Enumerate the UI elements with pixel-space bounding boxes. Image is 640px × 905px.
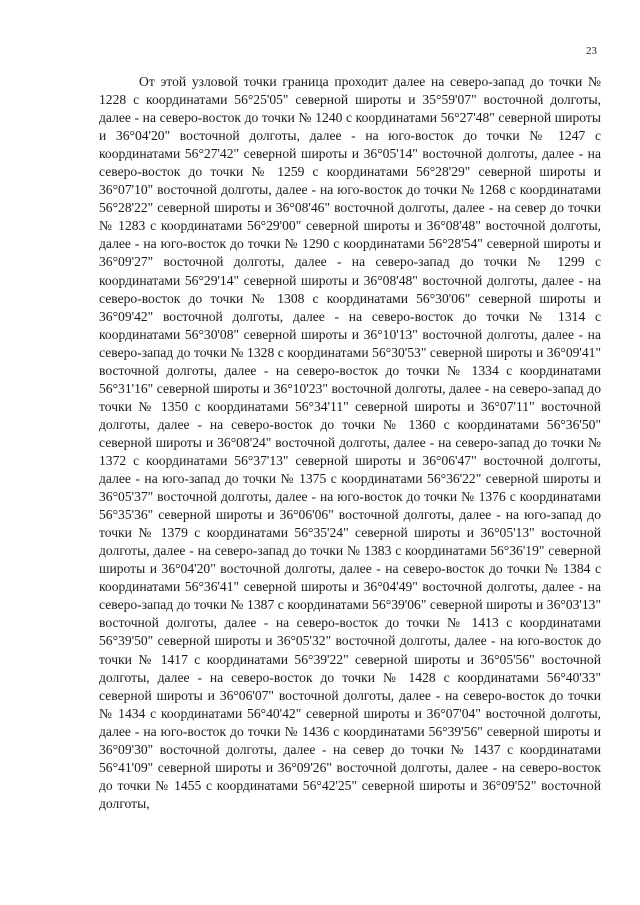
boundary-description-paragraph: От этой узловой точки граница проходит далее на северо-запад до точки № 1228 с координатами 56°25'05" северной широты и 35°59'07" восточной долготы, далее - на северо-восток до точки № 1240 с координатами 56°27'48" северной широты и 36°04'20" восточной долготы, далее - на юго-восток до точки № 1247 с координатами 56°27'42" северной широты и 36°05'14" восточной долготы, далее - на северо-восток до точки № 1259 с координатами 56°28'29" северной широты и 36°07'10" восточной долготы, далее - на юго-восток до точки № 1268 с координатами 56°28'22" северной широты и 36°08'46" восточной долготы, далее - на север до точки № 1283 с координатами 56°29'00" северной широты и 36°08'48" восточной долготы, далее - на юго-восток до точки № 1290 с координатами 56°28'54" северной широты и 36°09'27" восточной долготы, далее - на северо-запад до точки № 1299 с координатами 56°29'14" северной широты и 36°08'48" восточной долготы, далее - на северо-восток до точки № 1308 с координатами 56°30'06" северной широты и 36°09'42" восточной долготы, далее - на северо-восток до точки № 1314 с координатами 56°30'08" северной широты и 36°10'13" восточной долготы, далее - на северо-запад до точки № 1328 с координатами 56°30'53" северной широты и 36°09'41" восточной долготы, далее - на северо-восток до точки № 1334 с координатами 56°31'16" северной широты и 36°10'23" восточной долготы, далее - на северо-запад до точки № 1350 с координатами 56°34'11" северной широты и 36°07'11" восточной долготы, далее - на северо-восток до точки № 1360 с координатами 56°36'50" северной широты и 36°08'24" восточной долготы, далее - на северо-запад до точки № 1372 с координатами 56°37'13" северной широты и 36°06'47" восточной долготы, далее - на юго-запад до точки № 1375 с координатами 56°36'22" северной широты и 36°05'37" восточной долготы, далее - на юго-восток до точки № 1376 с координатами 56°35'36" северной широты и 36°06'06" восточной долготы, далее - на юго-запад до точки № 1379 с координатами 56°35'24" северной широты и 36°05'13" восточной долготы, далее - на северо-запад до точки № 1383 с координатами 56°36'19" северной широты и 36°04'20" восточной долготы, далее - на северо-восток до точки № 1384 с координатами 56°36'41" северной широты и 36°04'49" восточной долготы, далее - на северо-запад до точки № 1387 с координатами 56°39'06" северной широты и 36°03'13" восточной долготы, далее - на северо-восток до точки № 1413 с координатами 56°39'50" северной широты и 36°05'32" восточной долготы, далее - на юго-восток до точки № 1417 с координатами 56°39'22" северной широты и 36°05'56" восточной долготы, далее - на северо-восток до точки № 1428 с координатами 56°40'33" северной широты и 36°06'07" восточной долготы, далее - на северо-восток до точки № 1434 с координатами 56°40'42" северной широты и 36°07'04" восточной долготы, далее - на юго-восток до точки № 1436 с координатами 56°39'56" северной широты и 36°09'30" восточной долготы, далее - на север до точки № 1437 с координатами 56°41'09" северной широты и 36°09'26" восточной долготы, далее - на северо-восток до точки № 1455 с координатами 56°42'25" северной широты и 36°09'52" восточной долготы, xyxy=(99,74,601,811)
page-number: 23 xyxy=(586,45,597,57)
